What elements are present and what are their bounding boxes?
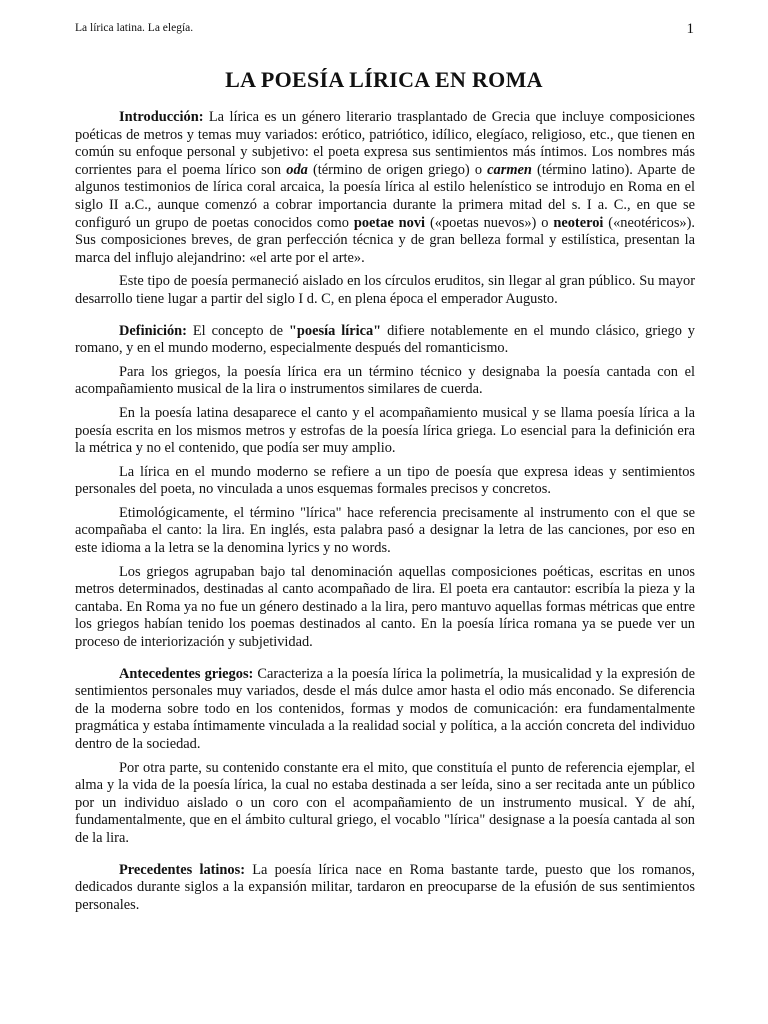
definicion-paragraph-6: Los griegos agrupaban bajo tal denominación aquellas composiciones poéticas, escritas en unos metros determinados, destinadas al canto acompañado de lira. El poeta era cantautor: escribía la pieza y la cantaba. En Roma ya no fue un género destinado a la lira, pero mantuvo aquellas formas métricas que entre los griegos habían tenido los poemas destinados al canto. En la poesía lírica romana ya se puede ver un proceso de interiorización y subjetividad. xyxy=(75,563,695,651)
term-neoteroi: neoteroi xyxy=(553,214,604,231)
antecedentes-paragraph xyxy=(75,666,695,754)
page-title: LA POESÍA LÍRICA EN ROMA xyxy=(225,67,543,92)
running-header: La lírica latina. La elegía. xyxy=(75,22,194,34)
intro-text-3: (término latino). Aparte de algunos testimonios de lírica coral arcaica, la poesía lírica al estilo helenístico se introdujo en Roma en el siglo II a.C., aunque comenzó a cobrar importancia durante la primera mitad del s. I a. C., en que se configuró un grupo de poetas conocidos como xyxy=(75,161,696,231)
intro-paragraph xyxy=(75,109,695,267)
intro-text-1: La lírica es un género literario trasplantado de Grecia que incluye composiciones poéticas de metros y temas muy variados: erótico, patriótico, idílico, elegíaco, religioso, etc., que tienen en común su enfoque personal y subjetivo: el poeta expresa sus sentimientos más íntimos. Los nombres más corrientes para el poema lírico son xyxy=(75,109,695,178)
term-poetae-novi: poetae novi xyxy=(353,214,426,231)
term-poesia-lirica: "poesía lírica" xyxy=(288,322,382,339)
definicion-paragraph-2: Para los griegos, la poesía lírica era un término técnico y designaba la poesía cantada con el acompañamiento musical de la lira o instrumentos similares de cuerda. xyxy=(75,363,695,398)
definicion-paragraph xyxy=(75,323,695,358)
definicion-text-2: difiere notablemente en el mundo clásico, griego y romano, y en el mundo moderno, especialmente después del romanticismo. xyxy=(75,322,696,357)
definicion-label: Definición: xyxy=(119,322,187,339)
intro-label: Introducción: xyxy=(119,109,204,125)
intro-paragraph-2: Este tipo de poesía permaneció aislado en los círculos eruditos, sin llegar al gran público. Su mayor desarrollo tiene lugar a partir del siglo I d. C, en plena época el emperador Augusto. xyxy=(75,273,695,307)
intro-text-2: (término de origen griego) o xyxy=(307,161,488,178)
intro-text-5: («neotéricos»). Sus composiciones breves, de gran perfección técnica y de gran belleza formal y estilística, presentan la marca del influjo alejandrino: «el arte por el arte». xyxy=(75,214,696,266)
page-number: 1 xyxy=(686,21,694,37)
antecedentes-label: Antecedentes griegos: xyxy=(119,665,254,682)
definicion-text-1: El concepto de xyxy=(186,322,289,339)
document-body xyxy=(75,109,695,920)
antecedentes-text-1: Caracteriza a la poesía lírica la polimetría, la musicalidad y la expresión de sentimientos personales muy variados, desde el más dulce amor hasta el odio más enconado. Se diferencia de la moderna sobre todo en los contenidos, formas y modos de comunicación: era fundamentalmente pragmática y estaba íntimamente vinculada a la realidad social y política, a la acción concreta del individuo dentro de la sociedad. xyxy=(75,665,695,752)
term-oda: oda xyxy=(286,161,308,178)
precedentes-label: Precedentes latinos: xyxy=(119,861,246,878)
term-carmen: carmen xyxy=(487,161,532,178)
definicion-paragraph-3: En la poesía latina desaparece el canto y el acompañamiento musical y se llama poesía lírica a la poesía escrita en los mismos metros y estrofas de la poesía lírica griega. Lo esencial para la definición era la métrica y no el contenido, que podía ser muy amplio. xyxy=(75,404,695,457)
precedentes-paragraph xyxy=(75,862,695,915)
definicion-paragraph-4: La lírica en el mundo moderno se refiere a un tipo de poesía que expresa ideas y sentimientos personales del poeta, no vinculada a unos esquemas formales precisos y concretos. xyxy=(75,463,695,498)
definicion-paragraph-5: Etimológicamente, el término "lírica" hace referencia precisamente al instrumento con el que se acompañaba el canto: la lira. En inglés, esta palabra pasó a designar la letra de las canciones, por eso en este idioma a la letra se la denomina lyrics y no words. xyxy=(75,504,695,557)
intro-text-4: («poetas nuevos») o xyxy=(425,214,554,231)
precedentes-text-1: La poesía lírica nace en Roma bastante tarde, puesto que los romanos, dedicados durante siglos a la expansión militar, tardaron en preocuparse de la efusión de sus sentimientos personales. xyxy=(75,861,695,913)
antecedentes-paragraph-2: Por otra parte, su contenido constante era el mito, que constituía el punto de referencia ejemplar, el alma y la vida de la poesía lírica, la cual no estaba destinada a ser leída, sino a ser recitada ante un público por un individuo aislado o un coro con el acompañamiento de un instrumento musical. Y de ahí, fundamentalmente, que en el ámbito cultural griego, el vocablo "lírica" designase a la poesía cantada al son de la lira. xyxy=(75,759,695,846)
